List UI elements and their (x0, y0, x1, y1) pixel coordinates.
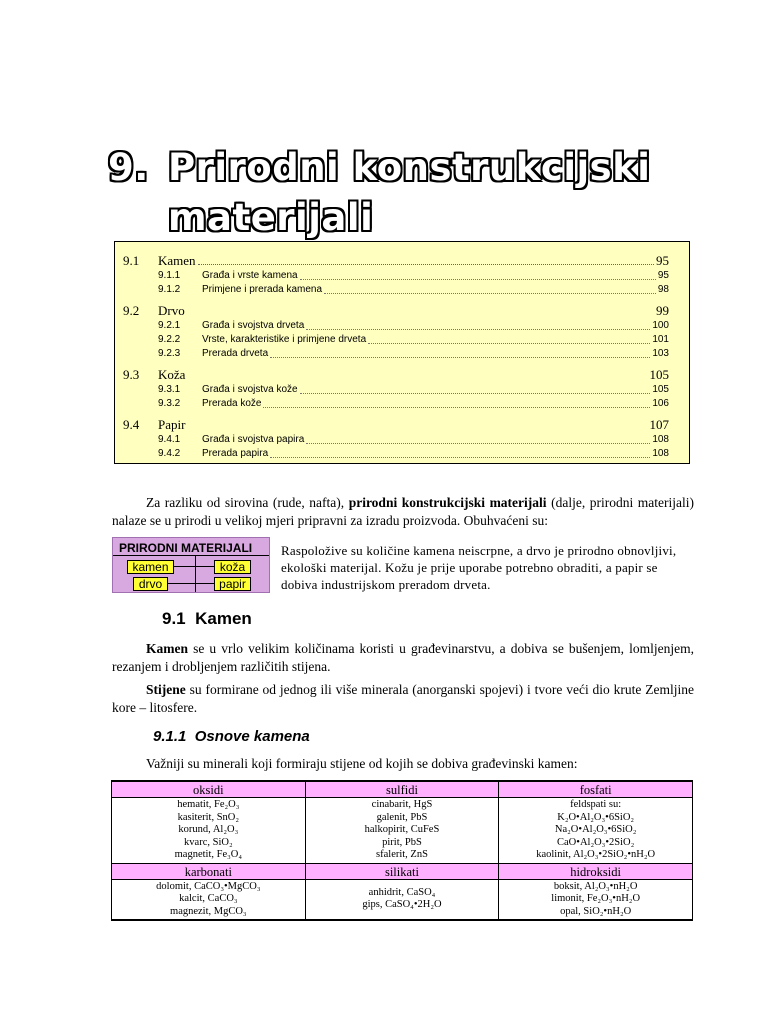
table-header-silikati: silikati (305, 863, 499, 879)
mineral-entry: korund, Al₂O₃ (178, 824, 239, 835)
chapter-title-line1: Prirodni konstrukcijski (168, 146, 651, 189)
diagram-connector (173, 566, 215, 567)
section-title: Kamen (195, 609, 252, 628)
toc-subentry-page: 103 (652, 348, 669, 359)
table-header-oksidi: oksidi (112, 781, 306, 798)
mineral-entry: hematit, Fe₂O₃ (177, 799, 240, 810)
table-cell (305, 798, 499, 864)
intro-text-before: Za razliku od sirovina (rude, nafta), (146, 495, 349, 510)
table-row (112, 798, 693, 864)
toc-subentry-title: Građa i svojstva kože (202, 384, 298, 395)
stijene-text: su formirane od jednog ili više minerala (anorganski spojevi) i tvore veći dio krute Zemljine kore – litosfere. (112, 682, 694, 715)
toc-leader (270, 347, 650, 358)
toc-entry-title: Kamen (158, 253, 196, 268)
material-item-kamen: kamen (127, 560, 174, 574)
toc-entry-title: Papir (158, 417, 186, 432)
materials-diagram-title: PRIRODNI MATERIJALI (119, 541, 253, 555)
toc-subentry-page: 101 (652, 334, 669, 345)
subsection-heading (153, 728, 310, 745)
mineral-entry: magnezit, MgCO₃ (170, 905, 247, 917)
mineral-entry: K₂O•Al₂O₃•6SiO₂ (557, 811, 635, 823)
toc-leader (185, 417, 649, 433)
toc-entry (123, 417, 669, 433)
toc-entry-number: 9.4 (123, 417, 140, 432)
toc-subentry-page: 108 (652, 434, 669, 445)
toc-leader (198, 253, 654, 265)
diagram-divider (195, 556, 196, 592)
toc-subentry (123, 283, 669, 297)
mineral-entry: kvarc, SiO₂ (184, 836, 233, 848)
toc-entry-number: 9.1 (123, 253, 140, 268)
diagram-divider (113, 555, 269, 556)
diagram-connector (167, 583, 215, 584)
table-header-karbonati: karbonati (112, 863, 306, 879)
toc-entry-number: 9.3 (123, 367, 140, 382)
subsection-title: Osnove kamena (194, 728, 310, 745)
toc-subentry (123, 269, 669, 283)
toc-entry-title: Drvo (158, 303, 185, 318)
table-cell (499, 798, 693, 864)
toc-subentry (123, 397, 669, 411)
mineral-entry: kasiterit, SnO₂ (177, 811, 240, 823)
mineral-entry: sfalerit, ZnS (376, 849, 428, 860)
toc-entry-number: 9.2 (123, 303, 140, 318)
intro-text-after: (dalje, prirodni materijali) nalaze se u prirodi u velikoj mjeri pripravni za izradu proizvoda. Obuhvaćeni su: (112, 495, 694, 528)
natural-materials-diagram (112, 537, 270, 593)
toc-subentry-page: 105 (652, 384, 669, 395)
mineral-entry: Na₂O•Al₂O₃•6SiO₂ (554, 824, 637, 835)
kamen-bold: Kamen (146, 641, 188, 656)
mineral-entry: anhidrit, CaSO₄ (368, 886, 436, 898)
toc-subentry-title: Prerada kože (202, 398, 262, 409)
toc-subentry-number: 9.1.1 (158, 270, 181, 281)
minerals-table (111, 780, 693, 921)
toc-leader (324, 283, 656, 294)
minerals-intro (112, 755, 694, 773)
toc-leader (306, 319, 650, 330)
toc-subentry-number: 9.3.1 (158, 384, 181, 395)
toc-entry-page: 99 (656, 303, 669, 318)
toc-subentry-title: Građa i vrste kamena (202, 270, 298, 281)
toc-subentry-number: 9.2.1 (158, 320, 181, 331)
toc-subentry-title: Prerada papira (202, 448, 269, 459)
toc-subentry-number: 9.4.1 (158, 434, 181, 445)
toc-subentry (123, 319, 669, 333)
toc-entry-page: 105 (649, 367, 669, 382)
mineral-entry: pirit, PbS (382, 836, 422, 848)
chapter-title (108, 143, 708, 243)
toc-subentry (123, 347, 669, 361)
table-header-sulfidi: sulfidi (305, 781, 499, 798)
kamen-paragraph (112, 640, 694, 676)
toc-leader (300, 269, 656, 280)
toc-leader (185, 367, 649, 383)
toc-entry (123, 303, 669, 319)
material-item-koza: koža (214, 560, 251, 574)
mineral-entry: feldspati su: (570, 799, 622, 810)
mineral-entry: gips, CaSO₄•2H₂O (362, 899, 442, 911)
section-heading (162, 609, 252, 629)
subsection-number: 9.1.1 (153, 728, 187, 745)
table-header-fosfati: fosfati (499, 781, 693, 798)
toc-subentry-number: 9.2.3 (158, 348, 181, 359)
toc-subentry (123, 447, 669, 461)
toc-entry (123, 253, 669, 269)
mineral-entry: opal, SiO₂•nH₂O (560, 905, 632, 917)
mineral-entry: dolomit, CaCO₃•MgCO₃ (156, 880, 261, 892)
mineral-entry: halkopirit, CuFeS (364, 824, 440, 835)
toc-subentry-number: 9.4.2 (158, 448, 181, 459)
toc-leader (300, 383, 651, 394)
toc-subentry-title: Prerada drveta (202, 348, 269, 359)
mineral-entry: boksit, Al₂O₃•nH₂O (553, 880, 638, 892)
toc-subentry-page: 98 (657, 284, 669, 295)
chapter-title-line2: materijali (168, 196, 374, 239)
table-header-hidroksidi: hidroksidi (499, 863, 693, 879)
mineral-entry: kaolinit, Al₂O₃•2SiO₂•nH₂O (536, 849, 656, 860)
table-row (112, 879, 693, 920)
mineral-entry: CaO•Al₂O₃•2SiO₂ (557, 836, 635, 848)
table-cell (305, 879, 499, 920)
toc-leader (368, 333, 650, 344)
mineral-entry: magnetit, Fe₃O₄ (174, 849, 243, 860)
toc-leader (263, 397, 650, 408)
toc-leader (185, 303, 656, 319)
toc-entry-page: 95 (656, 253, 669, 268)
toc-subentry (123, 433, 669, 447)
toc-subentry-title: Vrste, karakteristike i primjene drveta (202, 334, 367, 345)
toc-subentry (123, 383, 669, 397)
toc-subentry-page: 95 (657, 270, 669, 281)
intro-paragraph (112, 494, 694, 530)
stijene-paragraph (112, 681, 694, 717)
toc-entry-page: 107 (649, 417, 669, 432)
minerals-intro-text: Važniji su minerali koji formiraju stijene od kojih se dobiva građevinski kamen: (146, 756, 578, 771)
mineral-entry: limonit, Fe₂O₃•nH₂O (551, 893, 641, 904)
intro-bold: prirodni konstrukcijski materijali (348, 495, 547, 510)
table-cell (112, 798, 306, 864)
toc-leader (270, 447, 650, 458)
toc-leader (306, 433, 650, 444)
toc-subentry-title: Primjene i prerada kamena (202, 284, 323, 295)
toc-subentry-page: 100 (652, 320, 669, 331)
toc-subentry-number: 9.3.2 (158, 398, 181, 409)
toc-subentry-title: Građa i svojstva papira (202, 434, 305, 445)
toc-subentry-page: 106 (652, 398, 669, 409)
material-item-papir: papir (214, 577, 251, 591)
materials-description: Raspoložive su količine kamena neiscrpne, a drvo je prirodno obnovljivi, ekološki materijal. Kožu je prije uporabe potrebno obraditi, a papir se dobiva industrijskom preradom drveta. (281, 543, 677, 592)
mineral-entry: galenit, PbS (376, 811, 428, 823)
chapter-number: 9. (108, 146, 149, 189)
toc-entry (123, 367, 669, 383)
section-number: 9.1 (162, 609, 186, 628)
toc-subentry-number: 9.2.2 (158, 334, 181, 345)
table-of-contents (114, 241, 690, 464)
toc-subentry-page: 108 (652, 448, 669, 459)
mineral-entry: cinabarit, HgS (371, 799, 433, 810)
toc-subentry-title: Građa i svojstva drveta (202, 320, 305, 331)
table-cell (112, 879, 306, 920)
stijene-bold: Stijene (146, 682, 186, 697)
toc-entry-title: Koža (158, 367, 186, 382)
table-cell (499, 879, 693, 920)
material-item-drvo: drvo (133, 577, 168, 591)
mineral-entry: kalcit, CaCO₃ (179, 893, 238, 904)
kamen-text: se u vrlo velikim količinama koristi u građevinarstvu, a dobiva se bušenjem, lomljenjem, rezanjem i drobljenjem različitih stijena. (112, 641, 694, 674)
toc-subentry (123, 333, 669, 347)
toc-subentry-number: 9.1.2 (158, 284, 181, 295)
